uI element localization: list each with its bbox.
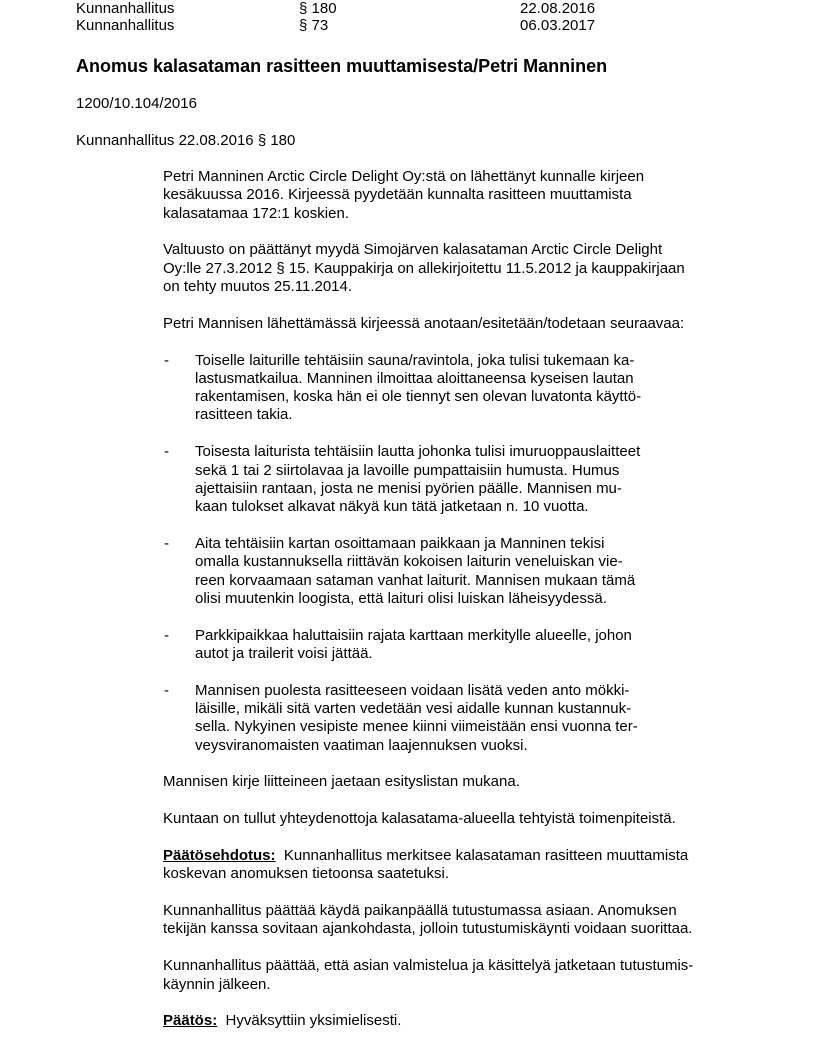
record-number: 1200/10.104/2016	[76, 95, 197, 112]
text-line: lastusmatkailua. Manninen ilmoittaa aloittaneensa kyseisen lautan	[195, 369, 634, 387]
list-item	[163, 443, 763, 516]
text-line: Oy:lle 27.3.2012 § 15. Kauppakirja on allekirjoitettu 11.5.2012 ja kauppakirjaan	[163, 259, 685, 277]
list-item	[163, 535, 763, 608]
text-line: Toisesta laiturista tehtäisiin lautta johonka tulisi imuruoppauslaitteet	[195, 443, 641, 461]
dash-icon: -	[164, 351, 169, 369]
document-body	[163, 168, 763, 1049]
header-body: Kunnanhallitus	[76, 0, 175, 17]
decision-label: Päätös:	[163, 1012, 218, 1030]
paragraph	[163, 957, 763, 994]
text-line: autot ja trailerit voisi jättää.	[195, 644, 373, 662]
text-line: veysviranomaisten vaatiman laajennuksen vuoksi.	[195, 736, 528, 754]
header-date: 06.03.2017	[520, 17, 596, 34]
text-line: kesäkuussa 2016. Kirjeessä pyydetään kunnalta rasitteen muuttamista	[163, 186, 632, 204]
text-line: sekä 1 tai 2 siirtolavaa ja lavoille pumpattaisiin humusta. Humus	[195, 461, 620, 479]
list-item	[163, 352, 763, 425]
text-line: tekijän kanssa sovitaan ajankohdasta, jolloin tutustumiskäynti voidaan suorittaa.	[163, 920, 693, 938]
text-line: Mannisen kirje liitteineen jaetaan esityslistan mukana.	[163, 773, 520, 791]
header-section: § 73	[299, 17, 329, 34]
text-line: reen korvaamaan sataman vanhat laiturit. Mannisen mukaan tämä	[195, 571, 636, 589]
header-section: § 180	[299, 0, 337, 17]
text-line: Kuntaan on tullut yhteydenottoja kalasatama-alueella tehtyistä toimenpiteistä.	[163, 810, 676, 828]
text-line: kalasatamaa 172:1 koskien.	[163, 204, 349, 222]
text-line: Valtuusto on päättänyt myydä Simojärven kalasataman Arctic Circle Delight	[163, 241, 663, 259]
text-line: Petri Manninen Arctic Circle Delight Oy:stä on lähettänyt kunnalle kirjeen	[163, 168, 645, 185]
text-line: Kunnanhallitus päättää, että asian valmistelua ja käsittelyä jatketaan tutustumis-	[163, 957, 694, 975]
text-line	[163, 1012, 763, 1030]
text-line: rasitteen takia.	[195, 406, 293, 424]
dash-icon: -	[164, 626, 169, 644]
header-date: 22.08.2016	[520, 0, 596, 17]
text-line: käynnin jälkeen.	[163, 975, 271, 993]
paragraph	[163, 241, 763, 296]
document-title: Anomus kalasataman rasitteen muuttamisesta/Petri Manninen	[76, 56, 608, 76]
text-line: koskevan anomuksen tietoonsa saatetuksi.	[163, 865, 450, 883]
decision-text: Hyväksyttiin yksimielisesti.	[225, 1012, 402, 1030]
text-line: Petri Mannisen lähettämässä kirjeessä anotaan/esitetään/todetaan seuraavaa:	[163, 314, 685, 332]
paragraph	[163, 810, 763, 828]
header-body: Kunnanhallitus	[76, 17, 175, 34]
list-item	[163, 627, 763, 664]
text-line: Toiselle laiturille tehtäisiin sauna/ravintola, joka tulisi tukemaan ka-	[195, 351, 635, 369]
bullet-list	[163, 352, 763, 755]
text-line: ajettaisiin rantaan, josta ne menisi pyörien päälle. Mannisen mu-	[195, 479, 622, 497]
paragraph	[163, 315, 763, 333]
text-line: on tehty muutos 25.11.2014.	[163, 277, 353, 295]
text-line: sella. Nykyinen vesipiste menee kiinni viimeistään ensi vuonna ter-	[195, 718, 638, 736]
text-line: läisille, mikäli sitä varten vedetään vesi aidalle kunnan kustannuk-	[195, 700, 632, 718]
text-line: Mannisen puolesta rasitteeseen voidaan lisätä veden anto mökki-	[195, 681, 630, 699]
dash-icon: -	[164, 681, 169, 699]
text-line: Kunnanhallitus päättää käydä paikanpäällä tutustumassa asiaan. Anomuksen	[163, 902, 677, 920]
proposal-text: Kunnanhallitus merkitsee kalasataman rasitteen muuttamista	[283, 847, 689, 865]
dash-icon: -	[164, 443, 169, 461]
text-line	[163, 847, 763, 865]
dash-icon: -	[164, 534, 169, 552]
paragraph	[163, 773, 763, 791]
paragraph	[163, 168, 763, 223]
paragraph	[163, 902, 763, 939]
decision-proposal	[163, 847, 763, 884]
decision	[163, 1012, 763, 1030]
text-line: omalla kustannuksella riittävän kokoisen laiturin veneluiskan vie-	[195, 553, 623, 571]
proposal-label: Päätösehdotus:	[163, 847, 276, 865]
text-line: rakentamisen, koska hän ei ole tiennyt sen olevan luvatonta käyttö-	[195, 388, 642, 406]
list-item	[163, 682, 763, 755]
text-line: Aita tehtäisiin kartan osoittamaan paikkaan ja Manninen tekisi	[195, 534, 605, 552]
meeting-reference: Kunnanhallitus 22.08.2016 § 180	[76, 132, 296, 149]
text-line: Parkkipaikkaa haluttaisiin rajata karttaan merkitylle alueelle, johon	[195, 626, 632, 644]
text-line: olisi muutenkin loogista, että laituri olisi luiskan läheisyydessä.	[195, 589, 607, 607]
text-line: kaan tulokset alkavat näkyä kun tätä jatketaan n. 10 vuotta.	[195, 498, 589, 516]
